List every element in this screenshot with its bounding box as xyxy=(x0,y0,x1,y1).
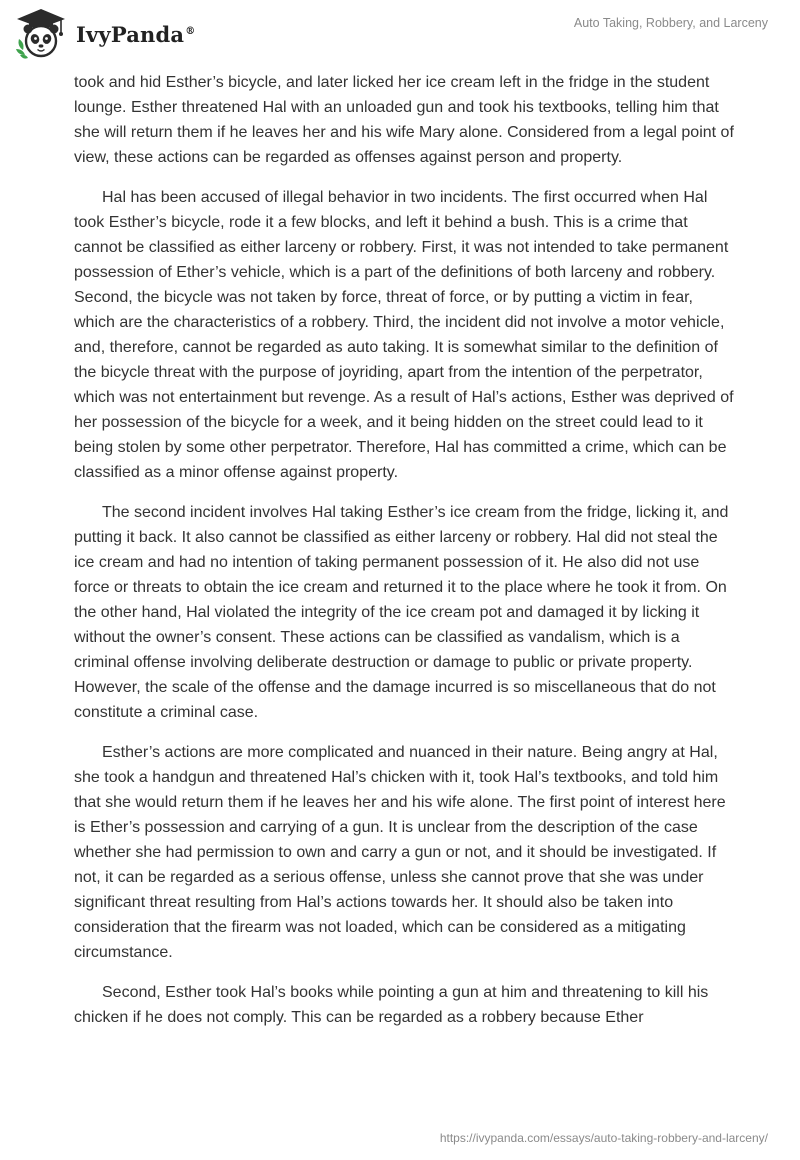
logo-registered-mark: ® xyxy=(185,25,196,37)
paragraph: Hal has been accused of illegal behavior in two incidents. The first occurred when Hal took Esther’s bicycle, rode it a few blocks, and left it behind a bush. This is a crime that cannot be classified as either larceny or robbery. First, it was not intended to take permanent possession of Ether’s vehicle, which is a part of the definitions of both larceny and robbery. Second, the bicycle was not taken by force, threat of force, or by putting a victim in fear, which are the characteristics of a robbery. Third, the incident did not involve a motor vehicle, and, therefore, cannot be regarded as auto taking. It is somewhat similar to the definition of the bicycle threat with the purpose of joyriding, apart from the intention of the perpetrator, which was not entertainment but revenge. As a result of Hal’s actions, Esther was deprived of her possession of the bicycle for a week, and it being hidden on the street could lead to it being stolen by some other perpetrator. Therefore, Hal has committed a crime, which can be classified as a minor offense against property. xyxy=(74,189,734,481)
document-title: Auto Taking, Robbery, and Larceny xyxy=(573,16,768,30)
paragraph: took and hid Esther’s bicycle, and later licked her ice cream left in the fridge in the student lounge. Esther threatened Hal with an unloaded gun and took his textbooks, telling him that she will return them if he leaves her and his wife Mary alone. Considered from a legal point of view, these actions can be regarded as offenses against person and property. xyxy=(74,74,734,166)
paragraph: The second incident involves Hal taking Esther’s ice cream from the fridge, licking it, and putting it back. It also cannot be classified as either larceny or robbery. Hal did not steal the ice cream and had no intention of taking permanent possession of it. He also did not use force or threats to obtain the ice cream and returned it to the place where he took it from. On the other hand, Hal violated the integrity of the ice cream pot and damaged it by licking it without the owner’s consent. These actions can be classified as vandalism, which is a criminal offense involving deliberate destruction or damage to public or private property. However, the scale of the offense and the damage incurred is so miscellaneous that do not constitute a criminal case. xyxy=(74,504,729,721)
source-url-link[interactable]: https://ivypanda.com/essays/auto-taking-robbery-and-larceny/ xyxy=(439,1131,768,1145)
ivypanda-logo[interactable] xyxy=(14,6,195,60)
page-header xyxy=(0,0,800,70)
paragraph: Second, Esther took Hal’s books while pointing a gun at him and threatening to kill his chicken if he does not comply. This can be regarded as a robbery because Ether xyxy=(74,984,709,1026)
logo-wordmark xyxy=(76,22,195,47)
paragraph: Esther’s actions are more complicated and nuanced in their nature. Being angry at Hal, she took a handgun and threatened Hal’s chicken with it, took Hal’s textbooks, and told him that she would return them if he leaves her and his wife alone. The first point of interest here is Ether’s possession and carrying of a gun. It is unclear from the description of the case whether she had permission to own and carry a gun or not, and it should be investigated. If not, it can be regarded as a serious offense, unless she cannot prove that she was under significant threat resulting from Hal’s actions towards her. It should also be taken into consideration that the firearm was not loaded, which can be considered as a mitigating circumstance. xyxy=(74,744,726,961)
logo-name: IvyPanda xyxy=(76,21,185,47)
panda-graduate-icon xyxy=(14,6,68,60)
essay-body xyxy=(74,70,734,1045)
